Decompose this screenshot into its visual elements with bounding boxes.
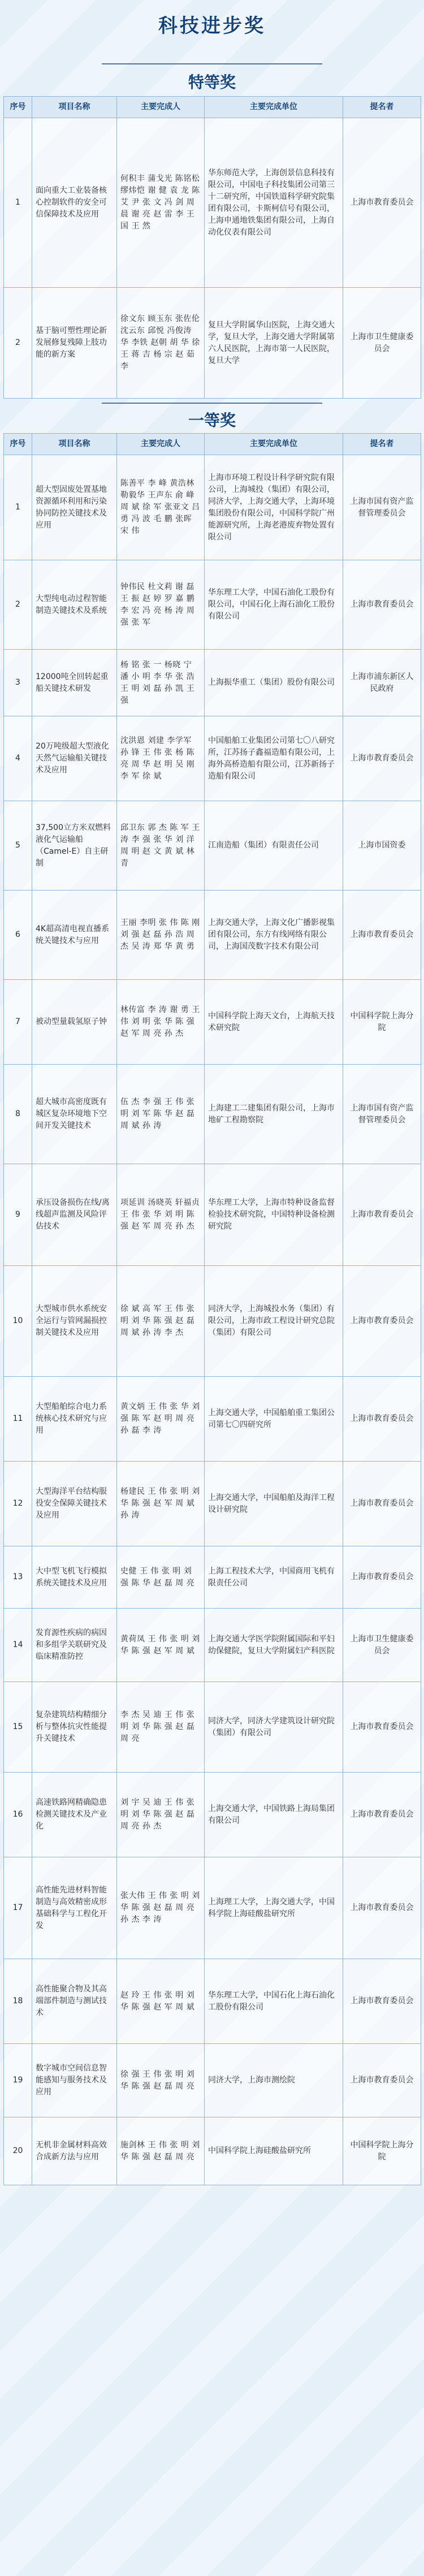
table-row [4,1266,421,1377]
table-row [4,801,421,891]
row-units: 上海市环境工程设计科学研究院有限公司，上海城投（集团）有限公司，同济大学，上海交通大学，上海环境集团股份有限公司，中国科学院广州能源研究所，上海老港废弃物处置有限公司 [205,455,343,560]
row-units: 同济大学，上海市测绘院 [205,2044,343,2117]
row-project: 37,500立方米双燃料液化气运输船（Camel-E）自主研制 [32,801,117,891]
row-people: 王丽 李明 张 伟 陈 刚 刘 强 赵 磊 孙 浩 周 杰 吴 涛 郑 华 黄 勇 [117,891,205,980]
row-units: 华东理工大学，上海市特种设备监督检验技术研究院，中国特种设备检测研究院 [205,1164,343,1266]
header-units: 主要完成单位 [205,434,343,455]
row-seq: 2 [4,560,32,650]
header-row [4,97,421,118]
row-nominator: 上海市卫生健康委员会 [343,288,421,399]
row-units: 华东师范大学，上海创景信息科技有限公司，中国电子科技集团公司第三十二研究所，中国铁道科学研究院集团有限公司，卡斯柯信号有限公司，上海申通地铁集团有限公司，上海自动化仪表有限公司 [205,118,343,288]
row-people: 黄文炳 王 伟 张 华 刘 强 陈 军 赵 明 周 亮 孙 磊 李 涛 [117,1377,205,1462]
row-nominator: 上海市教育委员会 [343,1959,421,2044]
row-people: 徐 斌 高 军 王 伟 张 明 刘 华 陈 强 赵 磊 周 斌 孙 涛 李 杰 [117,1266,205,1377]
row-nominator: 上海市国有资产监督管理委员会 [343,455,421,560]
row-project: 复杂建筑结构精细分析与整体抗灾性能提升关键技术 [32,1682,117,1773]
row-nominator: 上海市教育委员会 [343,1682,421,1773]
row-people: 陈善平 李 峰 黄浩林 勒毅华 王声东 俞 峰 周 斌 徐 军 张亚文 吕 勇 冯 波 毛 鹏 张晖 宋 伟 [117,455,205,560]
row-nominator: 上海市教育委员会 [343,2044,421,2117]
row-units: 江南造船（集团）有限责任公司 [205,801,343,891]
row-nominator: 上海市教育委员会 [343,560,421,650]
table-row [4,1682,421,1773]
row-seq: 11 [4,1377,32,1462]
table-row [4,2044,421,2117]
row-seq: 1 [4,455,32,560]
row-units: 上海交通大学医学院附属国际和平妇幼保健院，复旦大学附属妇产科医院 [205,1609,343,1682]
row-seq: 8 [4,1065,32,1164]
row-people: 徐 强 王 伟 张 明 刘 华 陈 强 赵 磊 周 亮 [117,2044,205,2117]
row-units: 上海建工二建集团有限公司，上海市地矿工程勘察院 [205,1065,343,1164]
title-divider [102,63,322,64]
row-people: 项延训 汤晓英 轩福贞 王 伟 张 华 刘 明 陈 强 赵 军 周 亮 孙 杰 [117,1164,205,1266]
row-nominator: 上海市教育委员会 [343,1773,421,1857]
row-people: 赵 玲 王 伟 张 明 刘 华 陈 强 赵 军 周 斌 [117,1959,205,2044]
row-units: 上海理工大学，上海交通大学，中国科学院上海硅酸盐研究所 [205,1857,343,1959]
row-nominator: 上海市卫生健康委员会 [343,1609,421,1682]
row-units: 华东理工大学，中国石油化工股份有限公司，中国石化上海石油化工股份有限公司 [205,560,343,650]
row-seq: 1 [4,118,32,288]
row-seq: 9 [4,1164,32,1266]
row-seq: 4 [4,716,32,801]
row-project: 数字城市空间信息智能感知与服务技术及应用 [32,2044,117,2117]
row-people: 张大伟 王 伟 张 明 刘 华 陈 强 赵 磊 周 亮 孙 杰 李 涛 [117,1857,205,1959]
row-project: 高速铁路网精确隐患检测关键技术及产业化 [32,1773,117,1857]
row-people: 徐文东 顾玉东 张佐伦 沈云东 邱悦 冯俊涛 华 李铁 赵朝 胡 华 徐 王 蒋 吉 杨 宗 赵 茹 李 [117,288,205,399]
table-row [4,716,421,801]
row-units: 复旦大学附属华山医院，上海交通大学，复旦大学，上海交通大学附属第六人民医院，上海市第一人民医院，复旦大学 [205,288,343,399]
row-units: 同济大学，上海城投水务（集团）有限公司，上海市政工程设计研究总院（集团）有限公司 [205,1266,343,1377]
row-units: 上海工程技术大学，中国商用飞机有限责任公司 [205,1546,343,1609]
row-people: 伍 杰 李 强 王 伟 张 明 刘 军 陈 华 赵 磊 周 斌 孙 涛 [117,1065,205,1164]
table-row [4,1959,421,2044]
row-project: 大中型飞机飞行模拟系统关键技术及应用 [32,1546,117,1609]
row-people: 邱卫东 郭 杰 陈 军 王 涛 李 强 张 华 刘 洋 周 明 赵 文 黄 斌 林 青 [117,801,205,891]
row-seq: 14 [4,1609,32,1682]
table-row [4,1164,421,1266]
row-project: 面向重大工业装备核心控制软件的安全可信保障技术及应用 [32,118,117,288]
row-project: 12000吨全回转起重船关键技术研发 [32,650,117,716]
row-people: 杨 铭 张 一 杨晓 宁 潘 小 明 李 华 张 浩 王 明 刘 磊 孙 凯 王 强 [117,650,205,716]
row-seq: 16 [4,1773,32,1857]
row-units: 同济大学，同济大学建筑设计研究院（集团）有限公司 [205,1682,343,1773]
row-project: 发育源性疾病的病因和多组学关联研究及临床精准防控 [32,1609,117,1682]
header-units: 主要完成单位 [205,97,343,118]
row-project: 大型海洋平台结构服役安全保障关键技术及应用 [32,1462,117,1546]
row-project: 基于脑可塑性理论新发展修复残障上肢功能的新方案 [32,288,117,399]
row-project: 大型城市供水系统安全运行与管网漏损控制关键技术及应用 [32,1266,117,1377]
header-nominator: 提名者 [343,97,421,118]
row-people: 沈洪恩 刘建 李学军 孙 锋 王 伟 张 杨 陈 亮 周 华 赵 明 吴 刚 李 军 徐 斌 [117,716,205,801]
row-units: 华东理工大学，中国石化上海石油化工股份有限公司 [205,1959,343,2044]
row-units: 上海振华重工（集团）股份有限公司 [205,650,343,716]
table-row [4,288,421,399]
first-prize-heading: 一等奖 [188,411,236,430]
table-row [4,1462,421,1546]
special-prize-table [3,96,421,399]
row-people: 李 杰 吴 迪 王 伟 张 明 刘 华 陈 强 赵 磊 周 亮 [117,1682,205,1773]
row-units: 上海交通大学，中国船舶重工集团公司第七〇四研究所 [205,1377,343,1462]
row-people: 施剑林 王 伟 张 明 刘 华 陈 强 赵 磊 周 亮 [117,2117,205,2185]
row-project: 高性能聚合物及其高端部件制造与测试技术 [32,1959,117,2044]
row-nominator: 上海市浦东新区人民政府 [343,650,421,716]
header-row [4,434,421,455]
special-prize-heading: 特等奖 [188,73,236,92]
header-seq: 序号 [4,434,32,455]
row-project: 无机非金属材料高效合成新方法与应用 [32,2117,117,2185]
row-nominator: 上海市教育委员会 [343,1546,421,1609]
row-project: 超大型固废处置基地资源循环利用和污染协同防控关键技术及应用 [32,455,117,560]
row-nominator: 上海市国有资产监督管理委员会 [343,1065,421,1164]
section-divider [102,403,322,404]
table-row [4,118,421,288]
row-people: 杨建民 王 伟 张 明 刘 华 陈 强 赵 军 周 斌 孙 涛 [117,1462,205,1546]
first-prize-table [3,433,421,2185]
table-row [4,1609,421,1682]
table-row [4,980,421,1065]
table-row [4,455,421,560]
row-people: 林传富 李 涛 谢 勇 王 伟 刘 明 张 华 陈 强 赵 军 周 亮 孙 杰 [117,980,205,1065]
row-seq: 17 [4,1857,32,1959]
row-nominator: 上海市教育委员会 [343,716,421,801]
row-nominator: 上海市教育委员会 [343,1266,421,1377]
row-seq: 13 [4,1546,32,1609]
row-seq: 3 [4,650,32,716]
header-people: 主要完成人 [117,97,205,118]
row-project: 20万吨级超大型液化天然气运输船关键技术及应用 [32,716,117,801]
row-units: 上海交通大学，中国船舶及海洋工程设计研究院 [205,1462,343,1546]
table-row [4,1773,421,1857]
table-row [4,560,421,650]
row-nominator: 上海市教育委员会 [343,1857,421,1959]
row-seq: 19 [4,2044,32,2117]
row-project: 大型纯电动过程智能制造关键技术及系统 [32,560,117,650]
row-people: 史健 王 伟 张 明 刘 强 陈 华 赵 磊 周 亮 [117,1546,205,1609]
table-row [4,2117,421,2185]
row-project: 超大城市高密度既有城区复杂环境地下空间开发关键技术 [32,1065,117,1164]
row-seq: 18 [4,1959,32,2044]
row-units: 中国船舶工业集团公司第七〇八研究所，江苏扬子鑫福造船有限公司，上海外高桥造船有限公司，江苏新扬子造船有限公司 [205,716,343,801]
row-seq: 7 [4,980,32,1065]
header-nominator: 提名者 [343,434,421,455]
row-seq: 12 [4,1462,32,1546]
row-nominator: 上海市教育委员会 [343,1164,421,1266]
row-nominator: 上海市教育委员会 [343,1377,421,1462]
row-people: 钟伟民 杜文莉 谢 磊 王 振 赵 婷 罗 嘉 鹏 李 宏 冯 亮 杨 涛 周 强 张 军 [117,560,205,650]
page-title: 科技进步奖 [158,15,266,37]
header-people: 主要完成人 [117,434,205,455]
row-seq: 5 [4,801,32,891]
row-units: 中国科学院上海硅酸盐研究所 [205,2117,343,2185]
table-row [4,1546,421,1609]
row-units: 上海交通大学，上海文化广播影视集团有限公司，东方有线网络有限公司，上海国茂数字技术有限公司 [205,891,343,980]
row-seq: 15 [4,1682,32,1773]
row-nominator: 上海市教育委员会 [343,118,421,288]
table-row [4,891,421,980]
row-project: 承压设备损伤在线/离线超声监测及风险评估技术 [32,1164,117,1266]
row-seq: 20 [4,2117,32,2185]
row-nominator: 上海市国资委 [343,801,421,891]
row-people: 黄荷凤 王 伟 张 明 刘 华 陈 强 赵 军 周 斌 [117,1609,205,1682]
header-project: 项目名称 [32,97,117,118]
row-people: 何积丰 蒲戈光 陈铭松 缪炜恺 谢 健 袁 龙 陈艾 尹 张 文 冯 剑 周晨 谢 亮 赵 雷 李 王 国 王 然 [117,118,205,288]
table-row [4,1857,421,1959]
row-nominator: 中国科学院上海分院 [343,2117,421,2185]
row-project: 4K超高清电视直播系统关键技术与应用 [32,891,117,980]
row-people: 刘 宇 吴 迪 王 伟 张 明 刘 华 陈 强 赵 磊 周 亮 孙 杰 [117,1773,205,1857]
header-project: 项目名称 [32,434,117,455]
row-units: 上海交通大学，中国铁路上海局集团有限公司 [205,1773,343,1857]
row-nominator: 上海市教育委员会 [343,1462,421,1546]
row-seq: 2 [4,288,32,399]
row-units: 中国科学院上海天文台，上海航天技术研究院 [205,980,343,1065]
table-row [4,1377,421,1462]
header-seq: 序号 [4,97,32,118]
row-seq: 6 [4,891,32,980]
row-project: 被动型量载氢原子钟 [32,980,117,1065]
table-row [4,650,421,716]
row-project: 大型船舶综合电力系统核心技术研究与应用 [32,1377,117,1462]
row-nominator: 中国科学院上海分院 [343,980,421,1065]
row-project: 高性能先进材料智能制造与高效精密成形基础科学与工程化开发 [32,1857,117,1959]
table-row [4,1065,421,1164]
row-nominator: 上海市教育委员会 [343,891,421,980]
row-seq: 10 [4,1266,32,1377]
